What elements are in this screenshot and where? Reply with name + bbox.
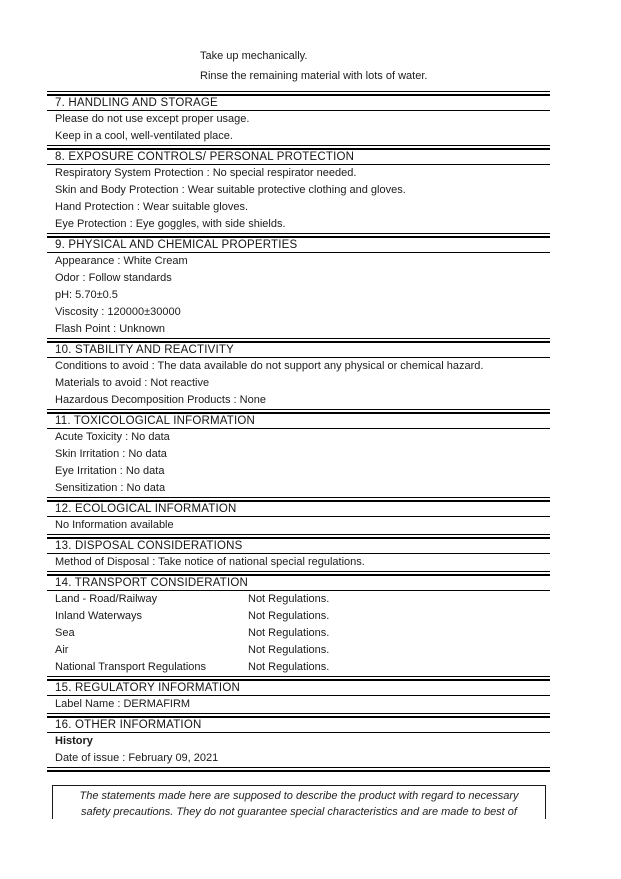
section-row: History <box>55 735 93 747</box>
section-13-body <box>47 554 550 572</box>
section-8-title: 8. EXPOSURE CONTROLS/ PERSONAL PROTECTION <box>47 148 550 165</box>
section-row: Date of issue : February 09, 2021 <box>55 752 219 764</box>
section-10-title: 10. STABILITY AND REACTIVITY <box>47 341 550 358</box>
section-row: Sensitization : No data <box>55 482 166 494</box>
section-row: Conditions to avoid : The data available do not support any physical or chemical hazard. <box>55 360 484 372</box>
section-11-title: 11. TOXICOLOGICAL INFORMATION <box>47 412 550 429</box>
section-row: Hand Protection : Wear suitable gloves. <box>55 201 249 213</box>
section-row <box>47 591 550 608</box>
section-row: Flash Point : Unknown <box>55 323 166 335</box>
transport-mode-label: Land - Road/Railway <box>55 593 158 605</box>
section-row: Appearance : White Cream <box>55 255 188 267</box>
section-8-body <box>47 165 550 234</box>
transport-regulation-value: Not Regulations. <box>248 661 330 673</box>
section-15 <box>47 679 550 714</box>
section-row: Hazardous Decomposition Products : None <box>55 394 266 406</box>
section-11 <box>47 412 550 498</box>
section-row <box>47 659 550 676</box>
section-10-body <box>47 358 550 410</box>
document-sections <box>47 94 550 768</box>
section-15-title: 15. REGULATORY INFORMATION <box>47 679 550 696</box>
transport-mode-label: Air <box>55 644 69 656</box>
section-7-title: 7. HANDLING AND STORAGE <box>47 94 550 111</box>
intro-line: Take up mechanically. <box>200 50 308 62</box>
disclaimer-line: safety precautions. They do not guarantee special characteristics and are made to best of <box>81 805 517 818</box>
section-7-body <box>47 111 550 146</box>
section-14-body <box>47 591 550 677</box>
section-12-body <box>47 517 550 535</box>
section-row: Odor : Follow standards <box>55 272 172 284</box>
section-row: Skin and Body Protection : Wear suitable protective clothing and gloves. <box>55 184 406 196</box>
section-13 <box>47 537 550 572</box>
section-8 <box>47 148 550 234</box>
transport-regulation-value: Not Regulations. <box>248 610 330 622</box>
section-15-body <box>47 696 550 714</box>
section-row: No Information available <box>55 519 174 531</box>
intro-block <box>47 46 550 92</box>
section-16 <box>47 716 550 768</box>
section-9-body <box>47 253 550 339</box>
section-row <box>47 608 550 625</box>
section-row: Please do not use except proper usage. <box>55 113 250 125</box>
section-14-title: 14. TRANSPORT CONSIDERATION <box>47 574 550 591</box>
section-row: Skin Irritation : No data <box>55 448 167 460</box>
section-row: Acute Toxicity : No data <box>55 431 170 443</box>
section-row: Eye Irritation : No data <box>55 465 165 477</box>
intro-line: Rinse the remaining material with lots of water. <box>200 70 428 82</box>
section-row: pH: 5.70±0.5 <box>55 289 118 301</box>
document-end-rule <box>47 770 550 772</box>
msds-document-page <box>47 46 550 819</box>
transport-regulation-value: Not Regulations. <box>248 644 330 656</box>
section-14 <box>47 574 550 677</box>
section-row: Materials to avoid : Not reactive <box>55 377 210 389</box>
section-16-body <box>47 733 550 768</box>
section-row: Viscosity : 120000±30000 <box>55 306 181 318</box>
transport-mode-label: Sea <box>55 627 75 639</box>
transport-mode-label: Inland Waterways <box>55 610 143 622</box>
disclaimer-box <box>52 785 546 819</box>
section-row <box>47 642 550 659</box>
section-row: Eye Protection : Eye goggles, with side shields. <box>55 218 286 230</box>
section-13-title: 13. DISPOSAL CONSIDERATIONS <box>47 537 550 554</box>
section-16-title: 16. OTHER INFORMATION <box>47 716 550 733</box>
section-row: Keep in a cool, well-ventilated place. <box>55 130 233 142</box>
section-10 <box>47 341 550 410</box>
section-11-body <box>47 429 550 498</box>
section-row: Method of Disposal : Take notice of national special regulations. <box>55 556 365 568</box>
section-9-title: 9. PHYSICAL AND CHEMICAL PROPERTIES <box>47 236 550 253</box>
section-row: Respiratory System Protection : No special respirator needed. <box>55 167 357 179</box>
section-7 <box>47 94 550 146</box>
transport-regulation-value: Not Regulations. <box>248 593 330 605</box>
transport-regulation-value: Not Regulations. <box>248 627 330 639</box>
transport-mode-label: National Transport Regulations <box>55 661 207 673</box>
section-12 <box>47 500 550 535</box>
section-12-title: 12. ECOLOGICAL INFORMATION <box>47 500 550 517</box>
section-row: Label Name : DERMAFIRM <box>55 698 191 710</box>
section-9 <box>47 236 550 339</box>
section-row <box>47 625 550 642</box>
disclaimer-line: The statements made here are supposed to describe the product with regard to necessary <box>79 790 519 802</box>
